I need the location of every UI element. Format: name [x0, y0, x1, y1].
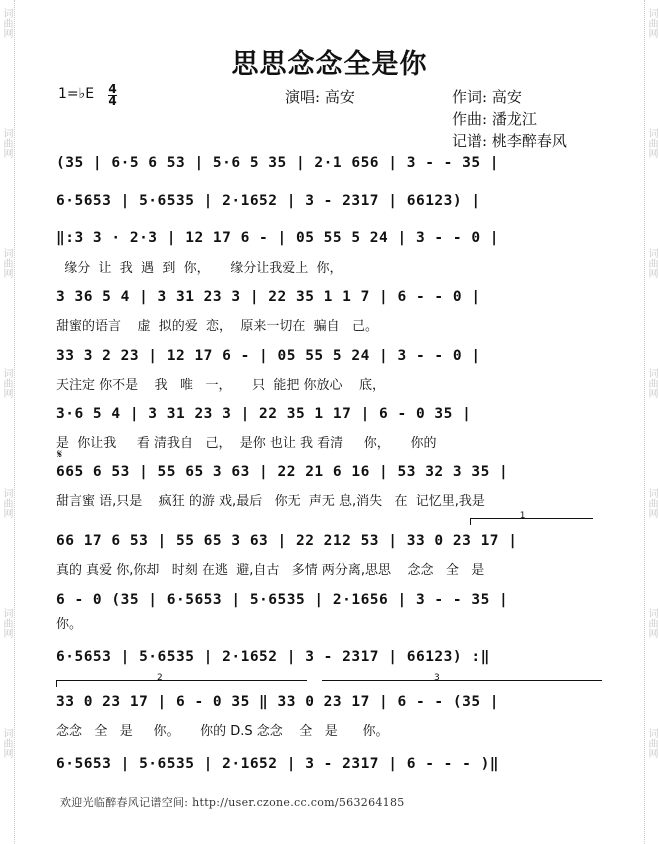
volta-bracket-2: 2	[56, 680, 307, 687]
composer-credit: 作曲: 潘龙江	[452, 110, 537, 128]
score-line-4: 3 36 5 4 | 3 31 23 3 | 22 35 1 1 7 | 6 - - 0 |	[56, 289, 481, 305]
watermark-text: 词曲网	[646, 128, 657, 158]
lyric-line-3: 缘分 让 我 遇 到 你， 缘分让我爱上 你，	[56, 261, 343, 276]
right-margin-strip	[644, 0, 659, 844]
score-line-12: 6·5653 | 5·6535 | 2·1652 | 3 - 2317 | 6 - - - )‖	[56, 756, 500, 772]
score-line-1: (35 | 6·5 6 53 | 5·6 5 35 | 2·1 656 | 3 - - 35 |	[56, 155, 500, 171]
volta-bracket-1: 1	[470, 518, 593, 525]
watermark-text: 词曲网	[1, 728, 12, 758]
time-signature	[108, 84, 117, 107]
lyric-line-4: 甜蜜的语言 虚 拟的爱 恋， 原来一切在 骗自 己。	[56, 319, 378, 334]
watermark-text: 词曲网	[1, 128, 12, 158]
score-line-5: 33 3 2 23 | 12 17 6 - | 05 55 5 24 | 3 - - 0 |	[56, 348, 481, 364]
score-line-11: 33 0 23 17 | 6 - 0 35 ‖ 33 0 23 17 | 6 - - (35 |	[56, 694, 500, 710]
left-margin-strip	[0, 0, 15, 844]
transcriber-credit: 记谱: 桃李醉春风	[452, 132, 567, 150]
lyric-line-6: 是 你让我 看 清我自 己， 是你 也让 我 看清 你， 你的	[56, 436, 437, 451]
footer-link-text: 欢迎光临醉春风记谱空间: http://user.czone.cc.com/563264185	[60, 796, 405, 809]
lyric-line-11: 念念 全 是 你。 你的 D.S 念念 全 是 你。	[56, 724, 389, 739]
score-line-2: 6·5653 | 5·6535 | 2·1652 | 3 - 2317 | 66123) |	[56, 193, 481, 209]
watermark-text: 词曲网	[646, 248, 657, 278]
time-signature-bottom: 4	[108, 94, 117, 108]
watermark-text: 词曲网	[1, 368, 12, 398]
lyric-line-9: 你。	[56, 617, 83, 632]
score-line-8: 66 17 6 53 | 55 65 3 63 | 22 212 53 | 33 0 23 17 |	[56, 533, 518, 549]
watermark-text: 词曲网	[646, 368, 657, 398]
score-line-6: 3·6 5 4 | 3 31 23 3 | 22 35 1 17 | 6 - 0 35 |	[56, 406, 472, 422]
key-signature: 1=♭E	[58, 86, 95, 102]
time-signature-top: 4	[108, 82, 117, 96]
score-line-7: 665 6 53 | 55 65 3 63 | 22 21 6 16 | 53 32 3 35 |	[56, 464, 509, 480]
watermark-text: 词曲网	[1, 8, 12, 38]
watermark-text: 词曲网	[646, 488, 657, 518]
singer-credit: 演唱: 高安	[285, 88, 355, 106]
watermark-text: 词曲网	[646, 608, 657, 638]
watermark-text: 词曲网	[1, 608, 12, 638]
watermark-text: 词曲网	[1, 488, 12, 518]
watermark-text: 词曲网	[646, 8, 657, 38]
lyric-line-8: 真的 真爱 你,你却 时刻 在逃 避,自古 多情 两分离,思思 念念 全 是	[56, 563, 485, 578]
lyric-line-5: 天注定 你不是 我 唯 一， 只 能把 你放心 底，	[56, 378, 386, 393]
lyric-line-7: 甜言蜜 语,只是 疯狂 的游 戏,最后 你无 声无 息,消失 在 记忆里,我是	[56, 494, 485, 509]
watermark-text: 词曲网	[646, 728, 657, 758]
watermark-text: 词曲网	[1, 248, 12, 278]
song-title: 思思念念全是你	[231, 49, 428, 80]
volta-bracket-3: 3	[322, 680, 602, 687]
score-line-3: ‖:3 3 · 2·3 | 12 17 6 - | 05 55 5 24 | 3 - - 0 |	[56, 230, 500, 246]
segno-sign: 𝄋	[57, 447, 63, 461]
score-line-10: 6·5653 | 5·6535 | 2·1652 | 3 - 2317 | 66123) :‖	[56, 649, 490, 665]
lyricist-credit: 作词: 高安	[452, 88, 522, 106]
score-line-9: 6 - 0 (35 | 6·5653 | 5·6535 | 2·1656 | 3 - - 35 |	[56, 592, 509, 608]
